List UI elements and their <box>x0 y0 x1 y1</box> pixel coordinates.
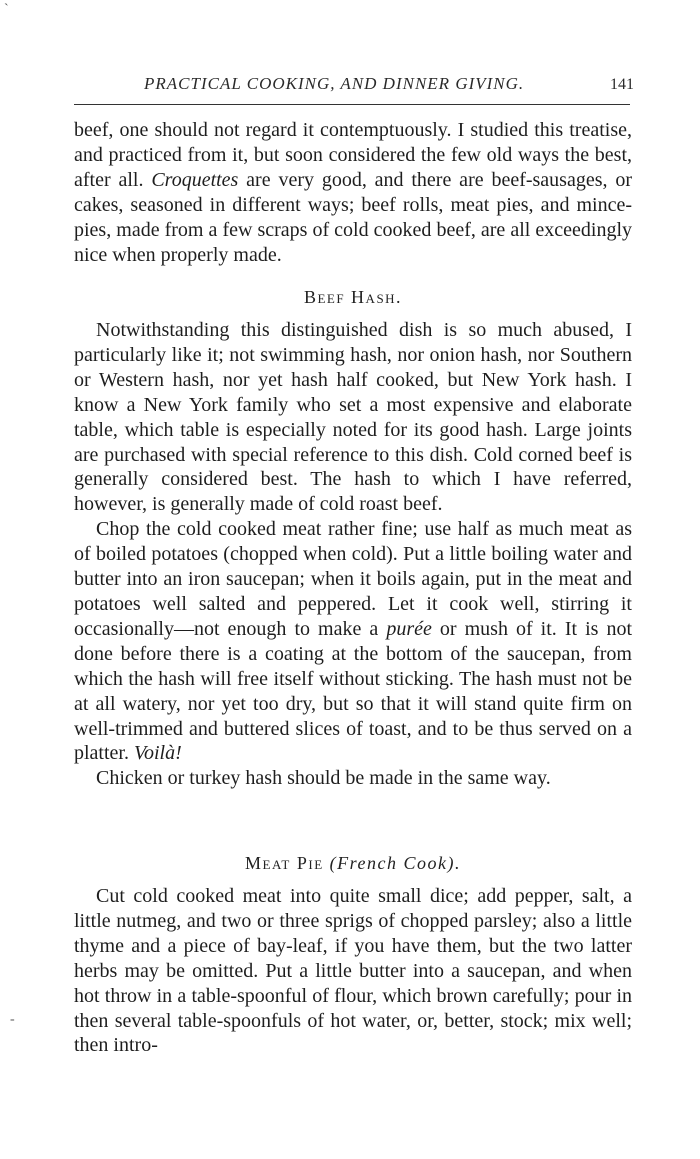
intro-paragraph-block <box>74 118 632 267</box>
meat-pie-section <box>74 884 632 1058</box>
voila-term: Voilà! <box>133 742 182 765</box>
meat-pie-heading: Meat Pie (French Cook). <box>245 853 461 873</box>
puree-term: purée <box>386 617 432 640</box>
beef-hash-paragraph-3: Chicken or turkey hash should be made in the same way. <box>96 767 551 790</box>
running-title: PRACTICAL COOKING, AND DINNER GIVING. <box>144 74 525 93</box>
page-number: 141 <box>610 76 634 93</box>
margin-speck: - <box>10 1012 15 1027</box>
meat-pie-subheading: (French Cook). <box>329 853 461 873</box>
croquettes-term: Croquettes <box>151 168 239 191</box>
beef-hash-section <box>74 318 632 791</box>
corner-speck: ` <box>4 2 9 17</box>
beef-hash-paragraph-1: Notwithstanding this distinguished dish is so much abused, I particularly like it; not swimming hash, nor onion hash, nor Southern or Western hash, nor yet hash half cooked, but New York hash. I know a New York family who set a most expensive and elaborate table, which table is especially noted for its good hash. Large joints are purchased with special reference to this dish. Cold corned beef is generally considered best. The hash to which I have referred, however, is generally made of cold roast beef. <box>74 319 632 516</box>
beef-hash-paragraph-2: Chop the cold cooked meat rather fine; use half as much meat as of boiled potatoes (chopped when cold). Put a little boiling water and butter into an iron saucepan; when it boils again, put in the meat and potatoes well salted and peppered. Let it cook well, stirring it occasionally—not enough to make a purée or mush of it. It is not done before there is a coating at the bottom of the saucepan, from which the hash will free itself without sticking. The hash must not be at all watery, nor yet too dry, but so that it will stand quite firm on well-trimmed and buttered slices of toast, and to be thus served on a platter. Voilà! <box>74 518 633 765</box>
header-rule <box>74 104 630 105</box>
running-head <box>74 74 634 104</box>
intro-paragraph: beef, one should not regard it contemptuously. I studied this treatise, and practiced from it, but soon considered the few old ways the best, after all. Croquettes are very good, and there are beef-sausages, or cakes, seasoned in different ways; beef rolls, meat pies, and mince-pies, made from a few scraps of cold cooked beef, are all exceedingly nice when properly made. <box>74 119 632 266</box>
meat-pie-paragraph-1: Cut cold cooked meat into quite small dice; add pepper, salt, a little nutmeg, and two or three sprigs of chopped parsley; also a little thyme and a piece of bay-leaf, if you have them, but the two latter herbs may be omitted. Put a little butter into a saucepan, and when hot throw in a table-spoonful of flour, which brown carefully; pour in then several table-spoonfuls of hot water, or, better, stock; mix well; then intro- <box>74 885 632 1057</box>
beef-hash-heading: Beef Hash. <box>303 287 403 307</box>
